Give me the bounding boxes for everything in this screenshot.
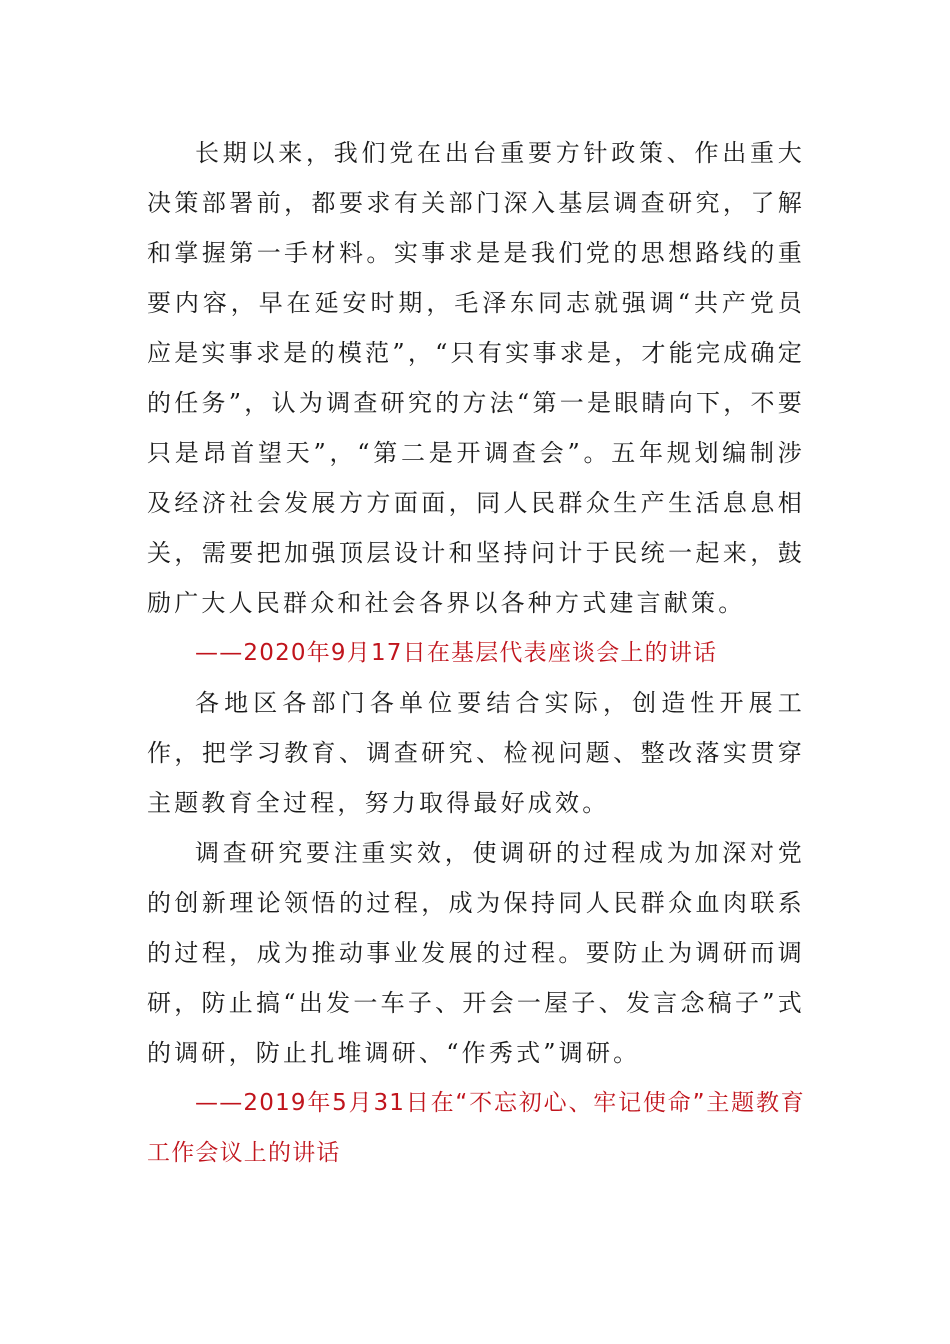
paragraph-theme-education: 各地区各部门各单位要结合实际，创造性开展工作，把学习教育、调查研究、检视问题、整改落实贯穿主题教育全过程，努力取得最好成效。 (147, 689, 805, 817)
document-page (147, 128, 805, 1178)
source-citation-2020: ——2020年9月17日在基层代表座谈会上的讲话 (195, 640, 718, 666)
source-citation-2019: ——2019年5月31日在“不忘初心、牢记使命”主题教育工作会议上的讲话 (147, 1090, 805, 1166)
paragraph-leadership-investigation: 长期以来，我们党在出台重要方针政策、作出重大决策部署前，都要求有关部门深入基层调查研究，了解和掌握第一手材料。实事求是是我们党的思想路线的重要内容，早在延安时期，毛泽东同志就强调“共产党员应是实事求是的模范”，“只有实事求是，才能完成确定的任务”，认为调查研究的方法“第一是眼睛向下，不要只是昂首望天”，“第二是开调查会”。五年规划编制涉及经济社会发展方方面面，同人民群众生产生活息息相关，需要把加强顶层设计和坚持问计于民统一起来，鼓励广大人民群众和社会各界以各种方式建言献策。 (147, 139, 805, 617)
paragraph-research-effectiveness: 调查研究要注重实效，使调研的过程成为加深对党的创新理论领悟的过程，成为保持同人民群众血肉联系的过程，成为推动事业发展的过程。要防止为调研而调研，防止搞“出发一车子、开会一屋子、发言念稿子”式的调研，防止扎堆调研、“作秀式”调研。 (147, 839, 805, 1067)
